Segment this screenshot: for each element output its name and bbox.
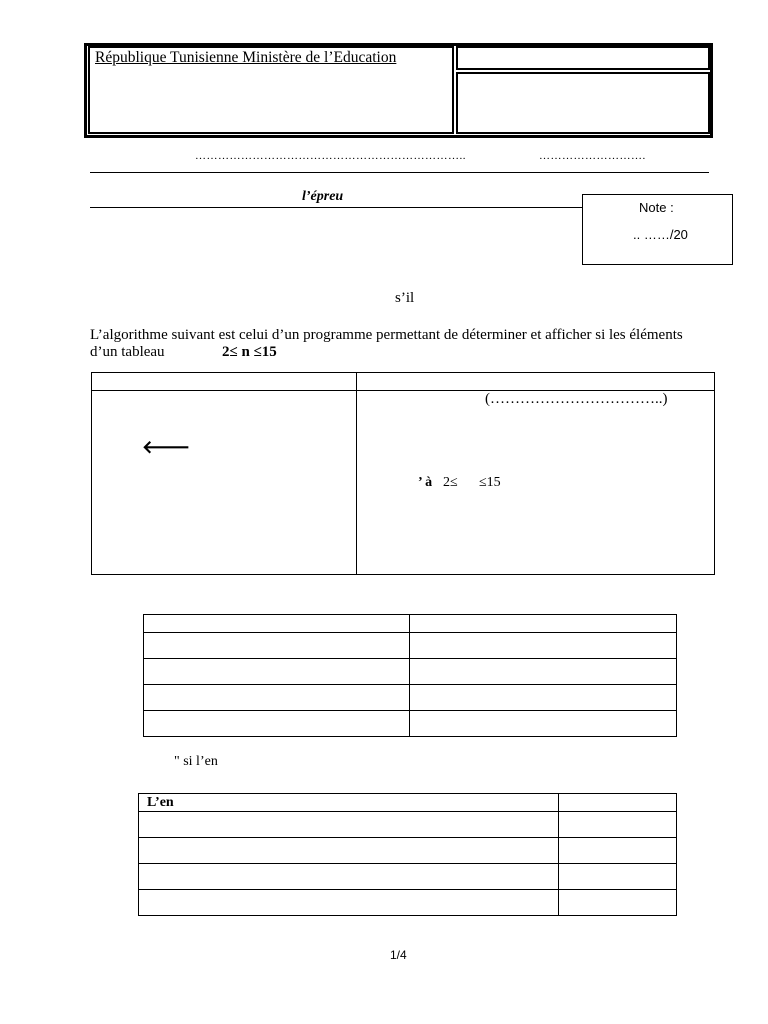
constraint-label: ’ à: [418, 475, 433, 490]
statement-line-2: [90, 344, 165, 361]
table-row: [139, 864, 677, 890]
table-cell[interactable]: [144, 685, 410, 711]
table-cell[interactable]: [559, 838, 677, 864]
table-row: [144, 659, 677, 685]
table-row: [139, 890, 677, 916]
table-row: [144, 633, 677, 659]
exam-subtitle: l’épreu: [302, 189, 344, 204]
table-row: [144, 711, 677, 737]
table-row: [144, 685, 677, 711]
statement-line-1: L’algorithme suivant est celui d’un programme permettant de déterminer et afficher si les éléments: [90, 327, 683, 343]
table-row: [144, 615, 677, 633]
constraint-upper: ≤15: [479, 475, 501, 490]
table-cell[interactable]: [139, 838, 559, 864]
table-cell[interactable]: [144, 659, 410, 685]
note-score: .. ……/20: [633, 227, 688, 242]
statement-line-2-text: d’un tableau: [90, 344, 165, 360]
table-cell[interactable]: [139, 812, 559, 838]
table-cell[interactable]: [410, 659, 677, 685]
table-row: [139, 838, 677, 864]
table-cell[interactable]: [559, 890, 677, 916]
header-right-bottom-cell: [456, 72, 710, 134]
table-2: [138, 793, 677, 916]
table-cell[interactable]: [410, 615, 677, 633]
table-cell[interactable]: [410, 633, 677, 659]
intro-fragment: s’il: [395, 290, 415, 306]
assign-arrow-icon: 🡐: [142, 437, 191, 458]
info-divider: [90, 172, 709, 173]
dotted-field-left: ……………………………………………………………..: [195, 150, 466, 162]
table-cell[interactable]: [144, 711, 410, 737]
table-cell[interactable]: [559, 812, 677, 838]
table-header-cell: L’en: [139, 794, 559, 812]
constraint-lower: 2≤: [443, 475, 458, 490]
note-label: Note :: [639, 200, 674, 215]
table-cell[interactable]: [559, 794, 677, 812]
question-2-fragment: " si l’en: [174, 754, 218, 769]
table-cell[interactable]: [139, 890, 559, 916]
header-right-top-cell: [456, 46, 710, 70]
statement-constraint: 2≤ n ≤15: [222, 344, 277, 360]
table-cell[interactable]: [559, 864, 677, 890]
dotted-field-right: ……………………….: [539, 150, 646, 162]
subtitle-divider: [90, 207, 583, 208]
table-cell[interactable]: [139, 864, 559, 890]
table-cell[interactable]: [410, 711, 677, 737]
blank-parens: (……………………………..): [485, 391, 668, 407]
algorithm-box-column-divider: [356, 372, 357, 575]
table-1: [143, 614, 677, 737]
table-cell[interactable]: [144, 615, 410, 633]
header-title: République Tunisienne Ministère de l’Education: [95, 49, 397, 66]
table-row: [139, 812, 677, 838]
table-cell[interactable]: [144, 633, 410, 659]
table-row: [139, 794, 677, 812]
table-cell[interactable]: [410, 685, 677, 711]
page-number: 1/4: [390, 948, 407, 962]
